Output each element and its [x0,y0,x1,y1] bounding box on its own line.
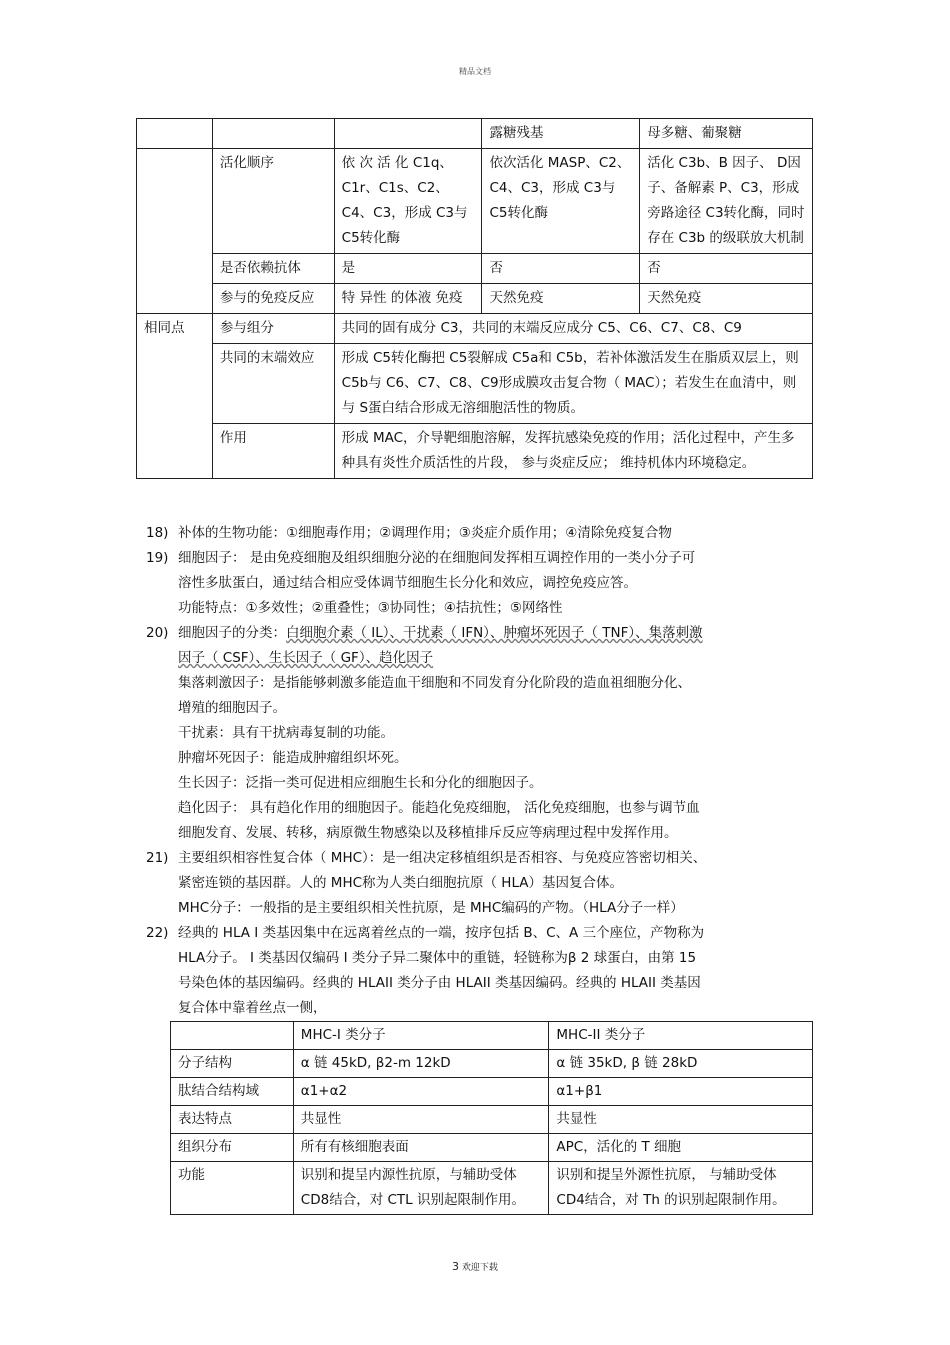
table-cell: 共显性 [549,1106,813,1134]
table-row [137,424,813,479]
item-number: 19) [146,550,169,566]
table-cell: 识别和提呈外源性抗原， 与辅助受体 CD4结合，对 Th 的识别起限制作用。 [549,1162,813,1215]
row-label: 组织分布 [171,1134,294,1162]
table-cell: 依次活化 MASP、C2、C4、C3，形成 C3与C5转化酶 [482,149,640,254]
table-cell: 否 [640,254,813,284]
table-cell: 识别和提呈内源性抗原，与辅助受体 CD8结合，对 CTL 识别起限制作用。 [293,1162,549,1215]
table-row [137,284,813,314]
table-cell: 形成 C5转化酶把 C5裂解成 C5a和 C5b，若补体激活发生在脂质双层上，则 C5b与 C6、C7、C8、C9形成膜攻击复合物（ MAC）；若发生在血清中，则与 S蛋白结合形成无溶细胞活性的物质。 [334,344,812,424]
table-row [171,1050,813,1078]
table-cell: 否 [482,254,640,284]
row-label: 表达特点 [171,1106,294,1134]
complement-comparison-table [136,118,813,479]
item-text: 溶性多肽蛋白，通过结合相应受体调节细胞生长分化和效应，调控免疫应答。 [178,575,637,591]
row-label: 活化顺序 [212,149,334,254]
table-cell: α1+β1 [549,1078,813,1106]
table-cell: 天然免疫 [640,284,813,314]
table-row [137,149,813,254]
item-text [178,621,816,646]
item-text-prefix: 细胞因子的分类： [178,625,286,641]
item-22 [146,921,816,1021]
table-cell: 露糖残基 [482,119,640,149]
row-label: 参与的免疫反应 [212,284,334,314]
table-cell: 特 异性 的体液 免疫 [334,284,482,314]
table-cell: 是 [334,254,482,284]
table-row [137,119,813,149]
row-label: 功能 [171,1162,294,1215]
row-label: 共同的末端效应 [212,344,334,424]
table-cell: α1+α2 [293,1078,549,1106]
item-text: MHC分子：一般指的是主要组织相关性抗原，是 MHC编码的产物。（HLA分子一样） [178,900,684,916]
underlined-text: 白细胞介素（ IL）、干扰素（ IFN）、肿瘤坏死因子（ TNF）、集落刺激 [286,625,703,641]
item-number: 18) [146,525,169,541]
item-text: 增殖的细胞因子。 [178,700,286,716]
item-text: 集落刺激因子：是指能够刺激多能造血干细胞和不同发育分化阶段的造血祖细胞分化、 [178,675,691,691]
table-cell: α 链 45kD, β2-m 12kD [293,1050,549,1078]
table-cell: α 链 35kD, β 链 28kD [549,1050,813,1078]
table-cell: 母多糖、葡聚糖 [640,119,813,149]
group-label: 相同点 [137,314,213,479]
table-row [171,1162,813,1215]
footer-text: 欢迎下载 [461,1263,498,1273]
item-19 [146,546,816,621]
item-text: 补体的生物功能：①细胞毒作用；②调理作用；③炎症介质作用；④清除免疫复合物 [178,525,672,541]
table-cell: 共显性 [293,1106,549,1134]
row-label: 参与组分 [212,314,334,344]
table-cell: 活化 C3b、B 因子、 D因子、备解素 P、C3，形成旁路途径 C3转化酶，同时存在 C3b 的级联放大机制 [640,149,813,254]
item-text: HLA分子。 I 类基因仅编码 I 类分子异二聚体中的重链，轻链称为β 2 球蛋白，由第 15 [178,950,697,966]
table-row [171,1134,813,1162]
item-text: 复合体中靠着丝点一侧， [178,1000,327,1016]
column-header: MHC-I 类分子 [293,1022,549,1050]
row-label: 分子结构 [171,1050,294,1078]
item-20 [146,621,816,846]
item-text: 号染色体的基因编码。经典的 HLAII 类分子由 HLAII 类基因编码。经典的 HLAII 类基因 [178,975,701,991]
table-row [137,254,813,284]
table-cell [137,149,213,314]
row-label: 是否依赖抗体 [212,254,334,284]
item-text: 干扰素：具有干扰病毒复制的功能。 [178,725,394,741]
table-row [137,314,813,344]
table-row [171,1106,813,1134]
table-cell [212,119,334,149]
item-number: 20) [146,625,169,641]
item-21 [146,846,816,921]
page-number: 3 [452,1260,460,1273]
item-text: 主要组织相容性复合体（ MHC）：是一组决定移植组织是否相容、与免疫应答密切相关、 [178,850,707,866]
item-text: 细胞因子： 是由免疫细胞及组织细胞分泌的在细胞间发挥相互调控作用的一类小分子可 [178,550,696,566]
table-cell [334,119,482,149]
column-header [171,1022,294,1050]
page-header: 精品文档 [459,67,491,76]
table-cell: 天然免疫 [482,284,640,314]
column-header: MHC-II 类分子 [549,1022,813,1050]
page-footer [0,1260,950,1273]
item-number: 21) [146,850,169,866]
item-text: 经典的 HLA I 类基因集中在远离着丝点的一端，按序包括 B、C、A 三个座位，产物称为 [178,925,705,941]
table-header-row [171,1022,813,1050]
table-row [137,344,813,424]
table-cell: 所有有核细胞表面 [293,1134,549,1162]
item-text: 生长因子：泛指一类可促进相应细胞生长和分化的细胞因子。 [178,775,543,791]
table-row [171,1078,813,1106]
table-cell: APC，活化的 T 细胞 [549,1134,813,1162]
table-cell: 依 次 活 化 C1q、C1r、C1s、C2、C4、C3，形成 C3与 C5转化酶 [334,149,482,254]
item-text [178,646,816,671]
item-text: 细胞发育、发展、转移，病原微生物感染以及移植排斥反应等病理过程中发挥作用。 [178,825,678,841]
underlined-text: 因子（ CSF）、生长因子（ GF）、趋化因子 [178,650,434,666]
item-text: 紧密连锁的基因群。人的 MHC称为人类白细胞抗原（ HLA）基因复合体。 [178,875,624,891]
mhc-class-table [170,1021,813,1215]
item-18 [146,521,816,546]
row-label: 肽结合结构域 [171,1078,294,1106]
table-cell: 共同的固有成分 C3，共同的末端反应成分 C5、C6、C7、C8、C9 [334,314,812,344]
item-text: 功能特点：①多效性；②重叠性；③协同性；④拮抗性；⑤网络性 [178,600,563,616]
table-cell [137,119,213,149]
item-text: 趋化因子： 具有趋化作用的细胞因子。能趋化免疫细胞， 活化免疫细胞，也参与调节血 [178,800,700,816]
item-number: 22) [146,925,169,941]
row-label: 作用 [212,424,334,479]
item-text: 肿瘤坏死因子：能造成肿瘤组织坏死。 [178,750,408,766]
table-cell: 形成 MAC，介导靶细胞溶解，发挥抗感染免疫的作用；活化过程中，产生多种具有炎性介质活性的片段， 参与炎症反应； 维持机体内环境稳定。 [334,424,812,479]
